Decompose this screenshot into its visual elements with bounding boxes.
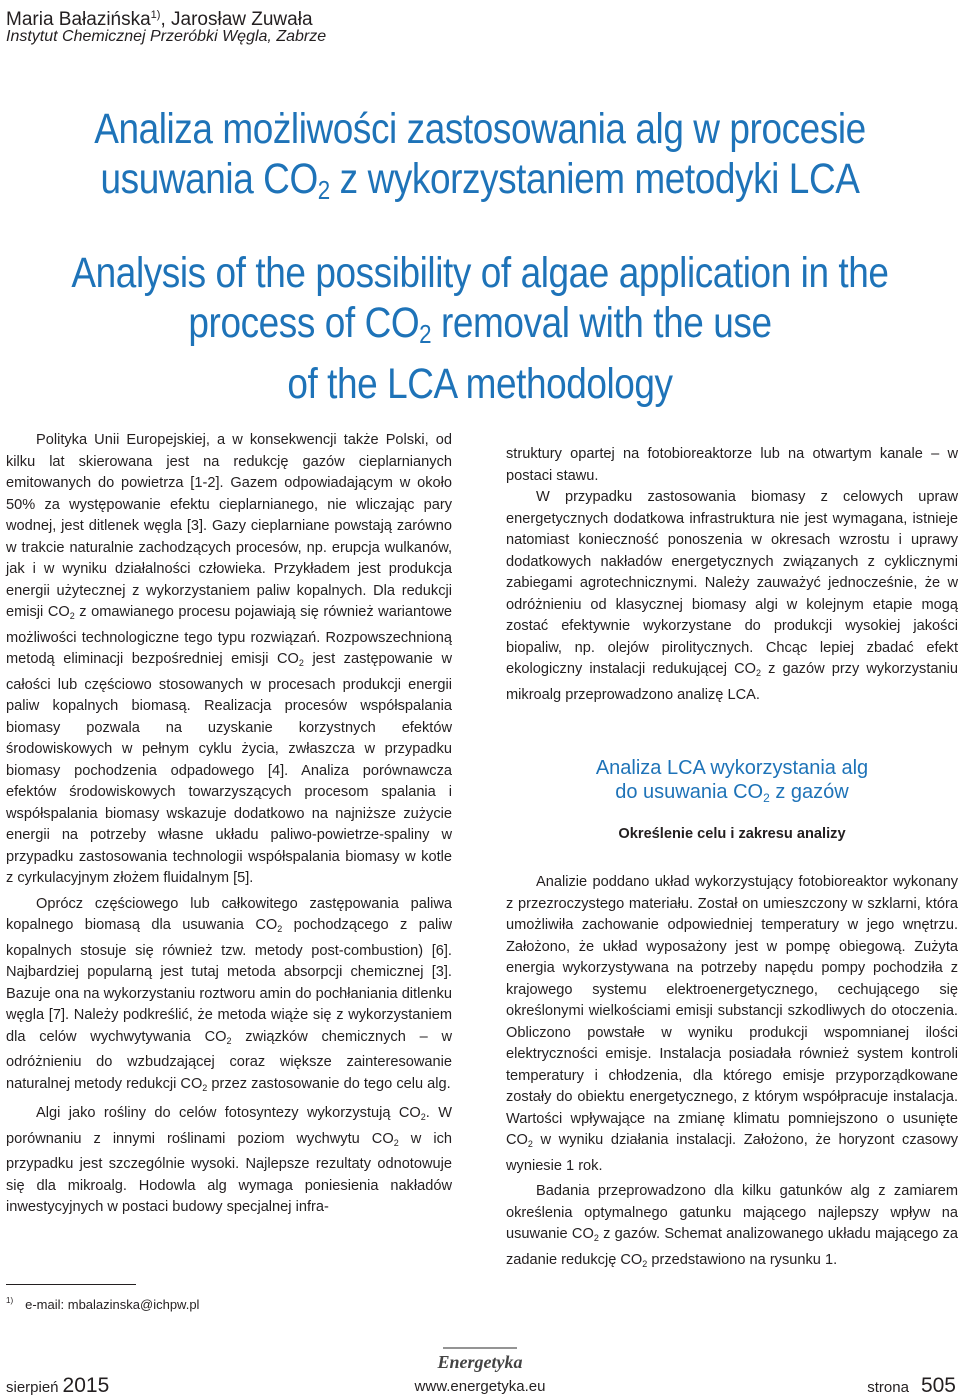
left-column (6, 430, 452, 1219)
right-column-lower (506, 872, 958, 1275)
paragraph: W przypadku zastosowania biomasy z celowych upraw energetycznych dodatkowa infrastruktura nie jest wymagana, istnieje natomiast konieczność ponoszenia w okresach wzrostu i uprawy dodatkowych nakładów energetycznych związanych z cyklicznymi zabiegami agrotechnicznymi. Należy zauważyć jednocześnie, że w odróżnieniu od klasycznej biomasy algi w kolejnym etapie mogą zostać efektywnie wykorzystane do produkcji wysokiej jakości biopaliw, np. olejów pirolitycznych. Chcąc lepiej zbadać efekt ekologiczny instalacji redukującej $CO_2$ z gazów przy wykorzystaniu mikroalg przeprowadzono analizę LCA. (506, 489, 958, 703)
title-english (67, 248, 893, 409)
author-footnote-marker: 1) (150, 9, 161, 21)
author-name-1: Maria Bałazińska (6, 9, 151, 30)
paragraph: Polityka Unii Europejskiej, a w konsekwencji także Polski, od kilku lat skierowana jest na redukcję gazów cieplarnianych emitowanych do powietrza [1-2]. Gazem odpowiadającym w około 50% za występowanie efektu cieplarnianego, nie wliczając pary wodnej, jest ditlenek węgla [3]. Gazy cieplarniane powstają zarówno w trakcie naturalnie zachodzących procesów, np. erupcja wulkanów, jak i w wyniku działalności człowieka. Przykładem jest produkcja energii użytecznej z wykorzystaniem paliw kopalnych. Dla redukcji emisji $CO_2$ z omawianego procesu pojawiają się również wariantowe możliwości technologiczne tego typu rozwiązań. Rozpowszechnioną metodą eliminacji bezpośredniej emisji $CO_2$ jest zastępowanie w całości lub częściowo stosowanych w procesach produkcji energii paliw kopalnych biomasą. Realizacja procesów współspalania biomasy pozwala na uzyskanie korzystnych efektów środowiskowych w pełnym cyklu życia, zwłaszcza w przypadku biomasy pochodzenia odpadowego [4]. Analiza porównawcza efektów środowiskowych towarzyszących procesom spalania i współspalania biomasy wskazuje dodatkowo na najniższe zużycie energii na potrzeby własne układu paliwo-powietrze-spaliny w przypadku zastosowania technologii współspalania biomasy w kotle z cyrkulacyjnym złożem fluidalnym [5]. (6, 432, 452, 886)
footnote (6, 1296, 199, 1312)
title-english-line-3: of the LCA methodology (287, 360, 673, 408)
paragraph: Oprócz częściowego lub całkowitego zastępowania paliwa kopalnego biomasą dla usuwania $CO_2$ pochodzącego z paliw kopalnych stosuje się również tzw. metody post-combustion) [6]. Najbardziej popularną jest tutaj metoda absorpcji chemicznej [3]. Bazuje ona na wykorzystaniu roztworu amin do pochłaniania ditlenku węgla [7]. Należy podkreślić, że metoda wiąże się z wykorzystaniem dla celów wychwytywania $CO_2$ związków chemicznych – w odróżnieniu do wzbudzającej coraz większe zainteresowanie naturalnej metody redukcji $CO_2$ przez zastosowanie do tego celu alg. (6, 895, 453, 1093)
title-polish-line-1: Analiza możliwości zastosowania alg w procesie (94, 105, 866, 153)
author-name-2: , Jarosław Zuwała (160, 9, 313, 30)
title-polish (67, 104, 893, 215)
energetyka-logo (437, 1346, 523, 1376)
title-english-line-1: Analysis of the possibility of algae application in the (71, 249, 889, 297)
page-number (867, 1374, 956, 1398)
page-number-value: 505 (920, 1374, 956, 1397)
issue-month: sierpień (6, 1379, 59, 1396)
section-heading: Analiza LCA wykorzystania alg do usuwania $CO_2$ z gazów (595, 757, 869, 805)
title-english-line-2: process of $CO_2$ removal with the use (188, 299, 772, 349)
footnote-email[interactable]: e-mail: mbalazinska@ichpw.pl (25, 1297, 200, 1312)
paragraph: Badania przeprowadzono dla kilku gatunków alg z zamiarem określenia optymalnego gatunku mającego najlepszy wpływ na usuwanie $CO_2$ z gazów. Schemat analizowanego układu mającego za zadanie redukcję $CO_2$ przedstawiono na rysunku 1. (506, 1183, 958, 1269)
subsection-heading: Określenie celu i zakresu analizy (618, 826, 846, 842)
authors (6, 4, 313, 31)
footnote-divider (6, 1284, 136, 1285)
page-label: strona (867, 1379, 909, 1396)
paragraph: Algi jako rośliny do celów fotosyntezy wykorzystują $CO_2$. W porównaniu z innymi roślinami poziom wychwytu $CO_2$ w ich przypadku jest szczególnie wysoki. Najlepsze rezultaty odnotowuje się dla mikroalg. Hodowla alg wymaga poniesienia nakładów inwestycyjnych w postaci budowy specjalnej infra- (6, 1105, 452, 1215)
footnote-marker: 1) (6, 1296, 14, 1305)
affiliation: Instytut Chemicznej Przeróbki Węgla, Zabrze (6, 28, 327, 45)
right-column (506, 444, 958, 706)
page-footer (0, 1346, 960, 1400)
logo-text: Energetyka (437, 1352, 523, 1372)
issue-year: 2015 (62, 1374, 110, 1397)
paragraph: Analizie poddano układ wykorzystujący fotobioreaktor wykonany z przezroczystego materiału. Został on umieszczony w szklarni, która umożliwiła zachowanie odpowiedniej temperatury w jego wnętrzu. Założono, że układ wyposażony jest w pompę obiegową. Zużyta energia wykorzystywana na potrzeby napędu pompy pochodziła z krajowego systemu elektroenergetycznego, cechującego się określonymi wielkościami emisji substancji szkodliwych do otoczenia. Obliczono powstałe w wyniku produkcji wspomnianej ilości elektryczności emisje. Instalacja posiadała również system kontroli temperatury i chłodzenia, dla którego emisje przyporządkowane zostały do obiektu energetycznego, z którym współpracuje instalacja. Wartości wpływające na zmianę klimatu pomniejszono o usunięte $CO_2$ w wyniku działania instalacji. Założono, że horyzont czasowy wyniesie 1 rok. (506, 874, 958, 1174)
title-polish-line-2: usuwania $CO_2$ z wykorzystaniem metodyki LCA (100, 155, 860, 205)
paragraph: struktury opartej na fotobioreaktorze lub na otwartym kanale – w postaci stawu. (506, 446, 958, 484)
footer-url[interactable]: www.energetyka.eu (414, 1378, 546, 1395)
